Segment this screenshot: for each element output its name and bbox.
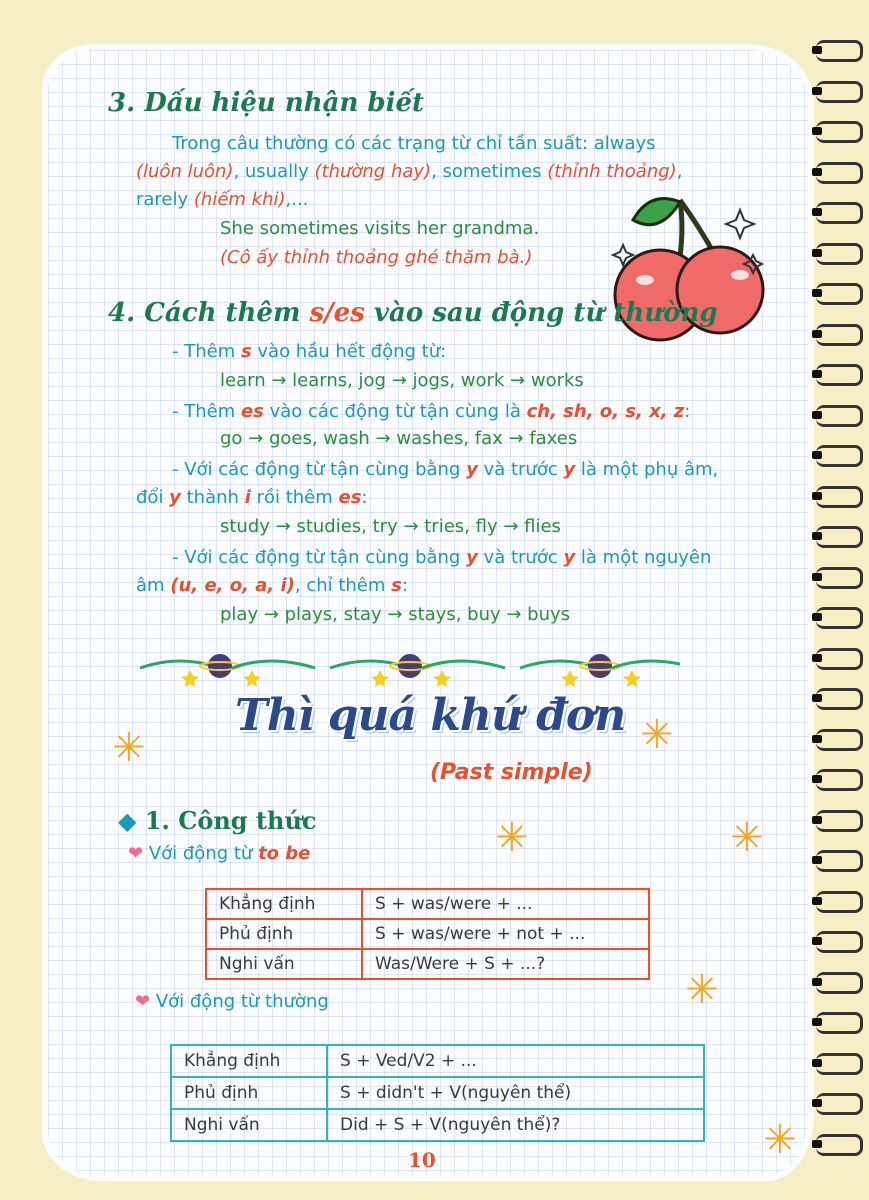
- spiral-ring: [816, 40, 863, 62]
- spiral-ring: [816, 81, 863, 103]
- star-icon: ✳: [730, 815, 764, 861]
- star-icon: ✳: [112, 725, 146, 771]
- rule-3-example: study → studies, try → tries, fly → flies: [220, 516, 561, 537]
- rule-2: - Thêm es vào các động từ tận cùng là ch, sh, o, s, x, z:: [172, 401, 691, 422]
- row-formula: S + didn't + V(nguyên thể): [327, 1077, 704, 1109]
- tobe-heading: ❤ Với động từ to be: [128, 843, 311, 864]
- table-row: [206, 889, 649, 919]
- planet-divider: [140, 648, 680, 688]
- heart-icon: ❤: [135, 991, 151, 1012]
- spiral-ring: [816, 810, 863, 832]
- spiral-ring: [816, 364, 863, 386]
- table-row: [206, 949, 649, 979]
- rule-1-example: learn → learns, jog → jogs, work → works: [220, 370, 584, 391]
- star-icon: ✳: [640, 712, 674, 758]
- rule-2-example: go → goes, wash → washes, fax → faxes: [220, 428, 578, 449]
- rule-1: - Thêm s vào hầu hết động từ:: [172, 341, 447, 362]
- diamond-icon: ◆: [118, 806, 137, 835]
- spiral-ring: [816, 1053, 863, 1075]
- star-icon: ✳: [495, 815, 529, 861]
- row-formula: Did + S + V(nguyên thể)?: [327, 1109, 704, 1141]
- table-row: [206, 919, 649, 949]
- spiral-ring: [816, 1093, 863, 1115]
- spiral-ring: [816, 162, 863, 184]
- regular-formula-table: [170, 1044, 705, 1142]
- table-row: [171, 1077, 704, 1109]
- row-formula: S + Ved/V2 + ...: [327, 1045, 704, 1077]
- past-simple-title: Thì quá khứ đơn: [235, 690, 626, 741]
- spiral-ring: [816, 972, 863, 994]
- tobe-formula-table: [205, 888, 650, 980]
- row-formula: S + was/were + ...: [362, 889, 649, 919]
- row-label: Phủ định: [171, 1077, 327, 1109]
- spiral-ring: [816, 526, 863, 548]
- spiral-ring: [816, 931, 863, 953]
- spiral-ring: [816, 567, 863, 589]
- spiral-ring: [816, 769, 863, 791]
- past-simple-subtitle: (Past simple): [430, 760, 593, 785]
- spiral-ring: [816, 243, 863, 265]
- row-label: Nghi vấn: [206, 949, 362, 979]
- spiral-ring: [816, 445, 863, 467]
- spiral-binding: [809, 40, 869, 1190]
- rule-4-line1: - Với các động từ tận cùng bằng y và trước y là một nguyên: [172, 547, 712, 568]
- section-3-title: 3. Dấu hiệu nhận biết: [108, 88, 425, 118]
- rule-4-line2: âm (u, e, o, a, i), chỉ thêm s:: [136, 575, 408, 596]
- regular-verb-heading: ❤ Với động từ thường: [135, 991, 329, 1012]
- section-3-line2: (luôn luôn), usually (thường hay), sometimes (thỉnh thoảng),: [136, 161, 683, 182]
- spiral-ring: [816, 688, 863, 710]
- spiral-ring: [816, 648, 863, 670]
- spiral-ring: [816, 729, 863, 751]
- rule-4-example: play → plays, stay → stays, buy → buys: [220, 604, 571, 625]
- spiral-ring: [816, 850, 863, 872]
- spiral-ring: [816, 283, 863, 305]
- page-number: 10: [408, 1148, 436, 1172]
- spiral-ring: [816, 607, 863, 629]
- row-label: Nghi vấn: [171, 1109, 327, 1141]
- spiral-ring: [816, 486, 863, 508]
- section-3-example-vi: (Cô ấy thỉnh thoảng ghé thăm bà.): [220, 247, 533, 268]
- row-formula: S + was/were + not + ...: [362, 919, 649, 949]
- rule-3-line2: đổi y thành i rồi thêm es:: [136, 487, 368, 508]
- spiral-ring: [816, 121, 863, 143]
- section-3-example: She sometimes visits her grandma.: [220, 218, 540, 239]
- section-3-line1: Trong câu thường có các trạng từ chỉ tần suất: always: [172, 133, 656, 154]
- star-icon: ✳: [685, 967, 719, 1013]
- row-label: Khẳng định: [206, 889, 362, 919]
- heart-icon: ❤: [128, 843, 144, 864]
- table-row: [171, 1045, 704, 1077]
- rule-3-line1: - Với các động từ tận cùng bằng y và trước y là một phụ âm,: [172, 459, 719, 480]
- formula-heading: ◆ 1. Công thức: [118, 806, 317, 835]
- table-row: [171, 1109, 704, 1141]
- spiral-ring: [816, 405, 863, 427]
- star-icon: ✳: [763, 1117, 797, 1163]
- spiral-ring: [816, 891, 863, 913]
- spiral-ring: [816, 1134, 863, 1156]
- spiral-ring: [816, 1012, 863, 1034]
- spiral-ring: [816, 324, 863, 346]
- row-formula: Was/Were + S + ...?: [362, 949, 649, 979]
- row-label: Phủ định: [206, 919, 362, 949]
- spiral-ring: [816, 202, 863, 224]
- section-4-title: 4. Cách thêm s/es vào sau động từ thường: [108, 298, 718, 328]
- row-label: Khẳng định: [171, 1045, 327, 1077]
- section-3-line3: rarely (hiếm khi),...: [136, 189, 309, 210]
